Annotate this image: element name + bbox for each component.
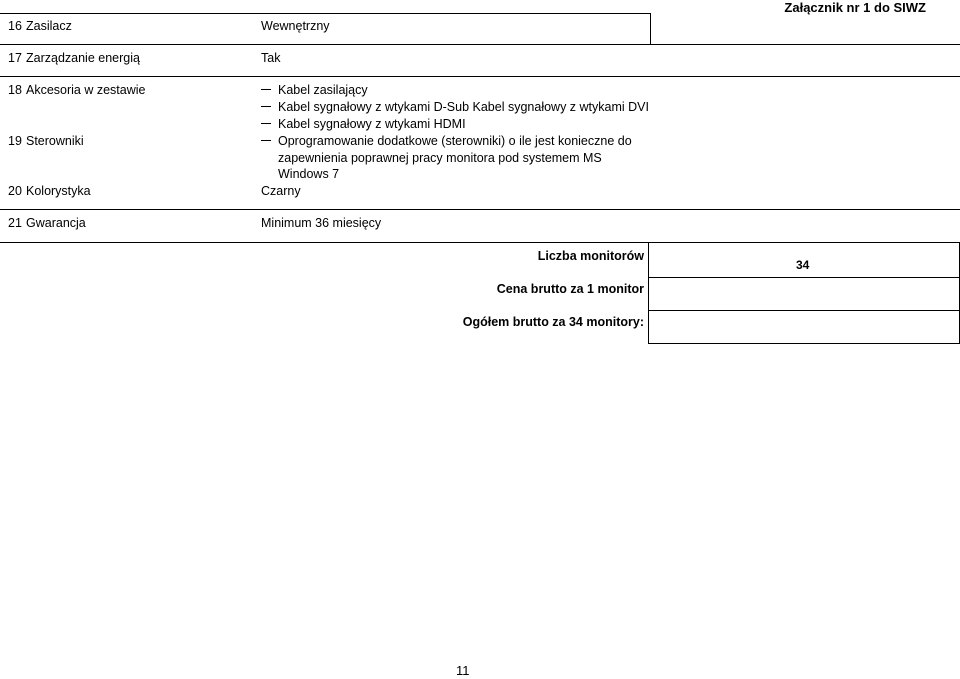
row-value: Czarny [261,184,301,198]
list-item: Kabel sygnałowy z wtykami HDMI [261,117,466,131]
unit-price-label: Cena brutto za 1 monitor [496,282,644,296]
row-divider [0,76,960,77]
annex-label: Załącznik nr 1 do SIWZ [784,0,926,15]
dash-bullet-icon [261,89,271,90]
row-number: 18 [8,83,22,97]
list-item-continuation: zapewnienia poprawnej pracy monitora pod systemem MS [278,151,602,165]
row-label: Zasilacz [26,19,72,33]
table-border-top [0,13,650,14]
list-item: Kabel zasilający [261,83,368,97]
row-value: Tak [261,51,281,65]
row-value: Minimum 36 miesięcy [261,216,382,230]
row-number: 21 [8,216,22,230]
row-label: Akcesoria w zestawie [26,83,146,97]
page-number: 11 [456,663,470,678]
dash-bullet-icon [261,123,271,124]
row-number: 16 [8,19,22,33]
dash-bullet-icon [261,106,271,107]
row-divider [0,242,960,243]
row-number: 19 [8,134,22,148]
row-label: Sterowniki [26,134,84,148]
summary-box-bottom [648,343,960,344]
total-price-label: Ogółem brutto za 34 monitory: [462,315,644,329]
monitor-count-value: 34 [796,258,810,272]
monitor-count-label: Liczba monitorów [537,249,644,263]
row-divider [0,44,960,45]
dash-bullet-icon [261,140,271,141]
row-value: Wewnętrzny [261,19,330,33]
list-item: Oprogramowanie dodatkowe (sterowniki) o ile jest konieczne do [261,134,632,148]
list-item-continuation: Windows 7 [278,167,340,181]
row-label: Zarządzanie energią [26,51,140,65]
list-item: Kabel sygnałowy z wtykami D-Sub Kabel sygnałowy z wtykami DVI [261,100,649,114]
row-number: 17 [8,51,22,65]
right-column-border [650,13,651,45]
row-label: Gwarancja [26,216,86,230]
summary-divider [648,310,960,311]
summary-divider [648,277,960,278]
row-label: Kolorystyka [26,184,91,198]
summary-box-left [648,242,649,344]
row-divider [0,209,960,210]
row-number: 20 [8,184,22,198]
